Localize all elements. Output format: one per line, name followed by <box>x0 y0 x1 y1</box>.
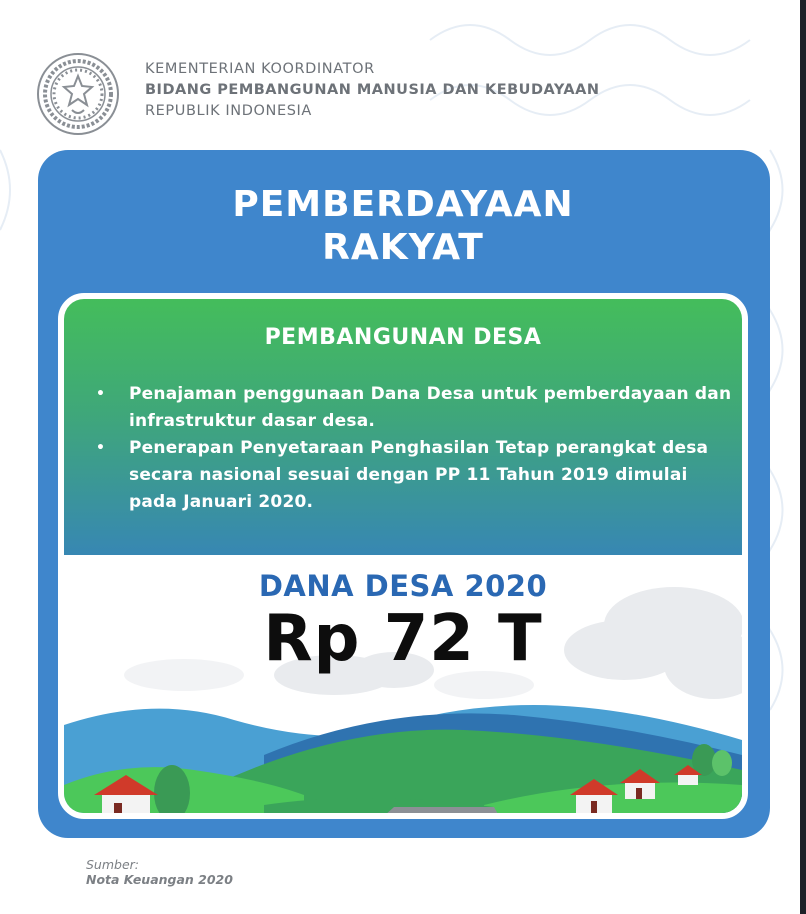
inner-card <box>58 293 748 819</box>
window-edge <box>800 0 806 914</box>
source-value: Nota Keuangan 2020 <box>86 872 233 887</box>
fund-amount: Rp 72 T <box>263 602 543 676</box>
section-subtitle: PEMBANGUNAN DESA <box>264 325 542 350</box>
source-label: Sumber: <box>86 857 140 872</box>
org-line-3: REPUBLIK INDONESIA <box>145 103 312 119</box>
bullet-item: • Penajaman penggunaan Dana Desa untuk pemberdayaan dan infrastruktur dasar desa. <box>92 381 732 435</box>
card-title-line-2: RAKYAT <box>322 227 484 268</box>
card-title <box>0 183 806 269</box>
bullet-list <box>92 381 732 516</box>
card-title-line-1: PEMBERDAYAAN <box>232 184 574 225</box>
garuda-emblem-icon <box>36 52 120 136</box>
org-line-1: KEMENTERIAN KOORDINATOR <box>145 61 375 77</box>
org-line-2: BIDANG PEMBANGUNAN MANUSIA DAN KEBUDAYAAN <box>145 82 600 98</box>
organization-name <box>145 59 600 122</box>
bullet-item: • Penerapan Penyetaraan Penghasilan Tetap perangkat desa secara nasional sesuai dengan PP 11 Tahun 2019 dimulai pada Januari 2020. <box>92 435 732 516</box>
source-note <box>86 857 233 887</box>
fund-label: DANA DESA 2020 <box>258 569 548 603</box>
